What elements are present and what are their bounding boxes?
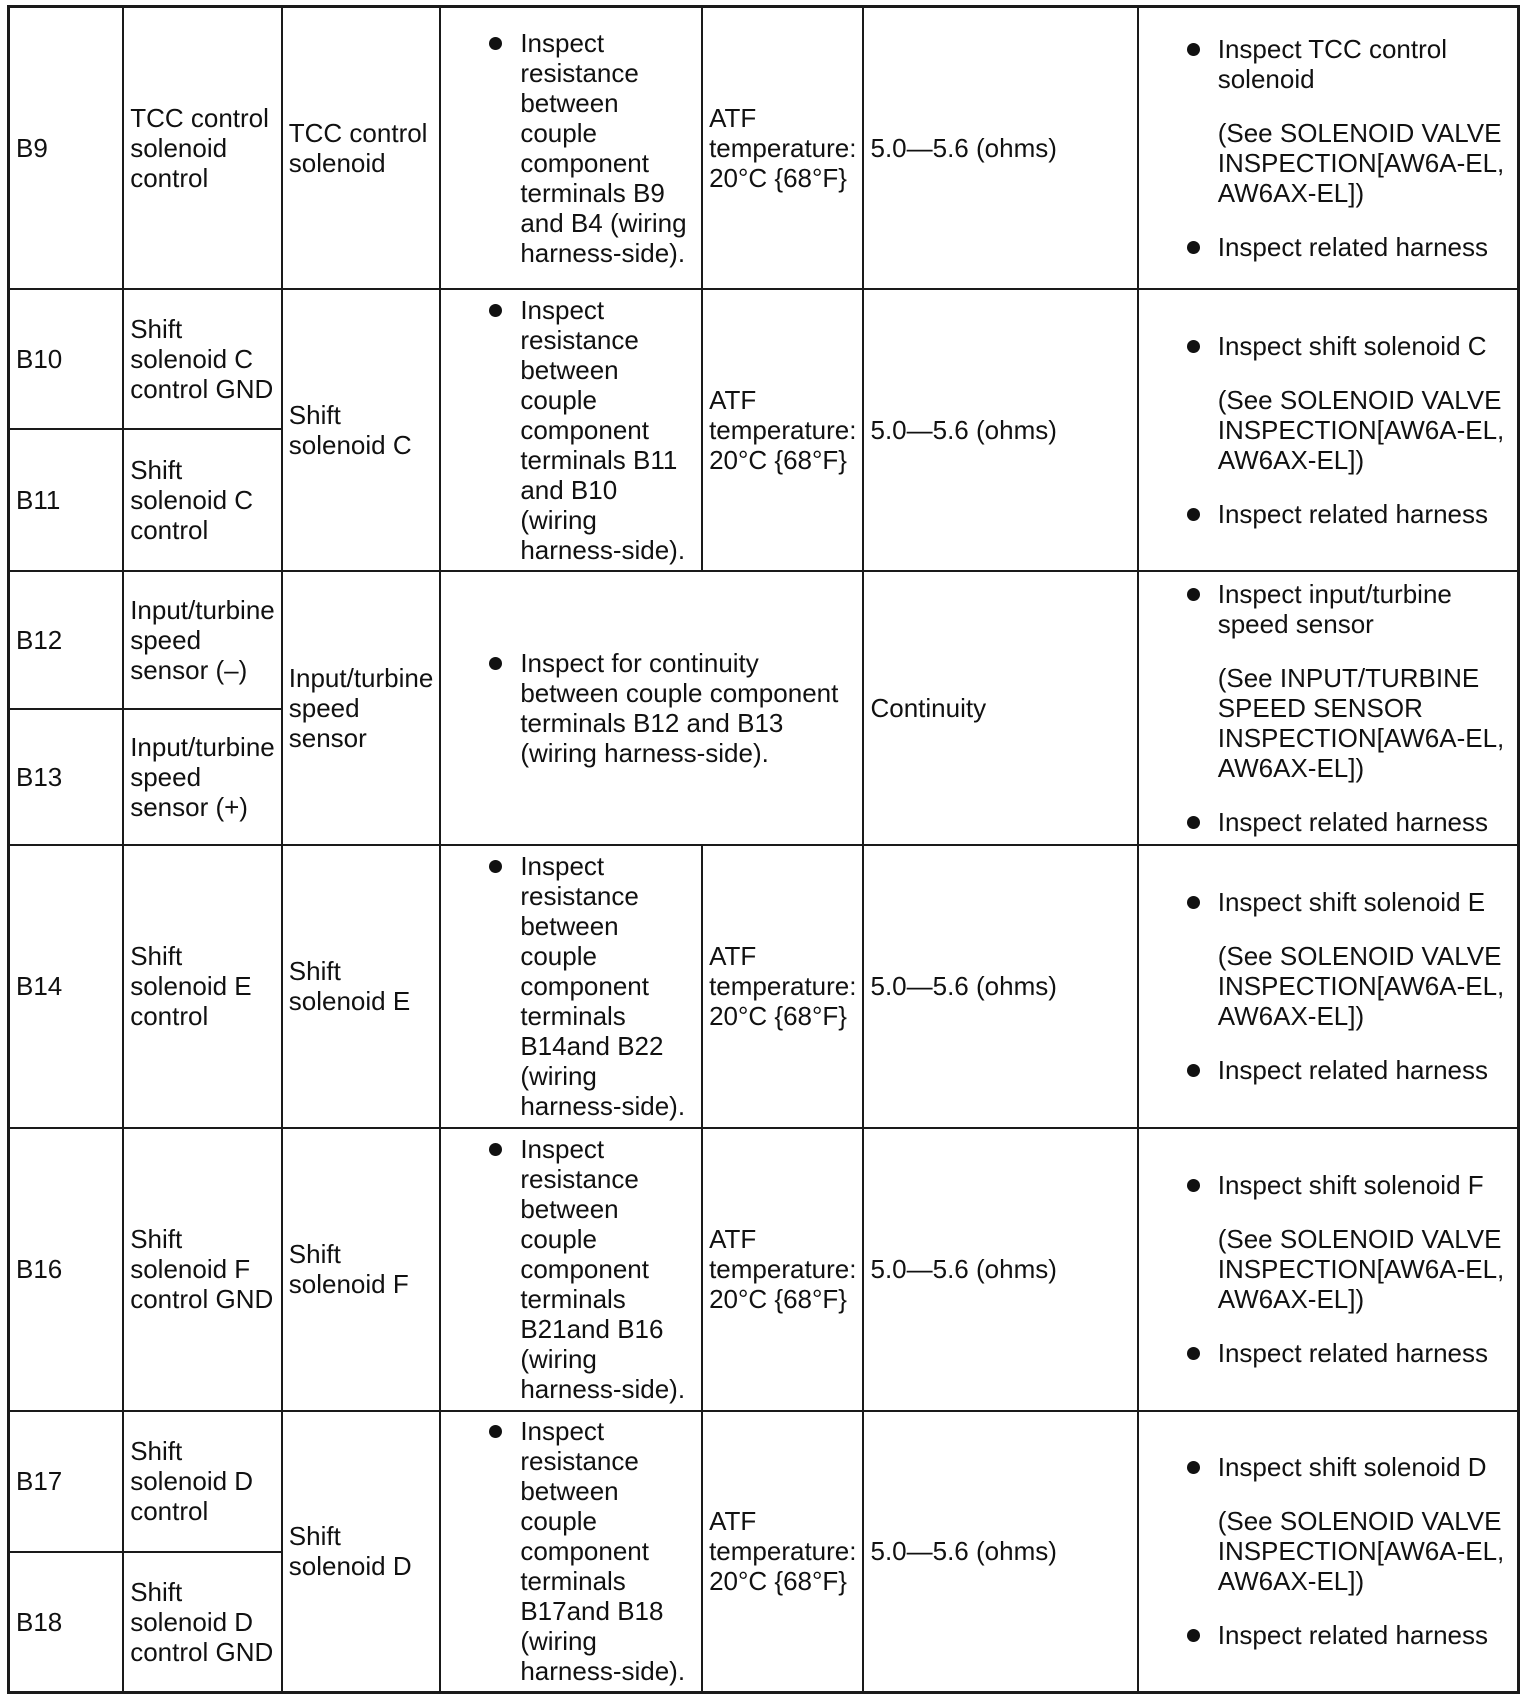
bullet-icon xyxy=(1187,1461,1200,1474)
component-cell: Shift solenoid F xyxy=(282,1128,441,1411)
bullet-icon xyxy=(489,1143,502,1156)
condition-cell: ATF temperature: 20°C {68°F} xyxy=(702,1411,863,1693)
terminal-inspection-table-sheet xyxy=(7,5,1520,1694)
action-cell xyxy=(1138,289,1519,571)
table-row xyxy=(9,7,1519,289)
action-text: Inspect TCC control solenoid xyxy=(1217,33,1447,94)
terminal-cell: B16 xyxy=(9,1128,124,1411)
condition-cell: ATF temperature: 20°C {68°F} xyxy=(702,1128,863,1411)
inspection-text: Inspect for continuity between couple component terminals B12 and B13 (wiring harness-side). xyxy=(520,647,839,768)
action-text: Inspect related harness xyxy=(1217,498,1488,529)
connected-to-cell: Shift solenoid D control GND xyxy=(123,1552,282,1693)
terminal-cell: B12 xyxy=(9,571,124,709)
specification-cell: 5.0—5.6 (ohms) xyxy=(863,1128,1137,1411)
terminal-cell: B13 xyxy=(9,709,124,845)
connected-to-cell: Shift solenoid C control GND xyxy=(123,289,282,429)
connected-to-cell: Shift solenoid E control xyxy=(123,845,282,1128)
inspection-cell xyxy=(440,571,863,845)
specification-cell: 5.0—5.6 (ohms) xyxy=(863,7,1137,289)
bullet-icon xyxy=(1187,896,1200,909)
bullet-icon xyxy=(1187,43,1200,56)
action-cell xyxy=(1138,1128,1519,1411)
bullet-icon xyxy=(489,860,502,873)
bullet-icon xyxy=(489,304,502,317)
see-reference: (See SOLENOID VALVE INSPECTION[AW6A-EL, AW6AX-EL]) xyxy=(1217,117,1505,208)
inspection-cell xyxy=(440,1411,702,1693)
table-row xyxy=(9,1411,1519,1552)
action-text: Inspect related harness xyxy=(1217,231,1488,262)
see-reference: (See SOLENOID VALVE INSPECTION[AW6A-EL, AW6AX-EL]) xyxy=(1217,384,1505,475)
action-text: Inspect related harness xyxy=(1217,1055,1488,1085)
specification-cell: 5.0—5.6 (ohms) xyxy=(863,289,1137,571)
condition-cell: ATF temperature: 20°C {68°F} xyxy=(702,845,863,1128)
terminal-cell: B14 xyxy=(9,845,124,1128)
see-reference: (See INPUT/TURBINE SPEED SENSOR INSPECTION[AW6A-EL, AW6AX-EL]) xyxy=(1217,662,1505,783)
action-text: Inspect related harness xyxy=(1217,806,1488,837)
inspection-text: Inspect resistance between couple component terminals B9 and B4 (wiring harness-side). xyxy=(520,27,687,268)
action-text: Inspect input/turbine speed sensor xyxy=(1217,578,1452,639)
inspection-text: Inspect resistance between couple component terminals B11 and B10 (wiring harness-side). xyxy=(520,294,686,565)
component-cell: Shift solenoid E xyxy=(282,845,441,1128)
terminal-cell: B10 xyxy=(9,289,124,429)
action-text: Inspect shift solenoid F xyxy=(1217,1170,1484,1200)
action-text: Inspect shift solenoid D xyxy=(1217,1452,1487,1483)
bullet-icon xyxy=(1187,1064,1200,1077)
specification-cell: 5.0—5.6 (ohms) xyxy=(863,845,1137,1128)
inspection-cell xyxy=(440,7,702,289)
connected-to-cell: Shift solenoid C control xyxy=(123,429,282,571)
connected-to-cell: Input/turbine speed sensor (–) xyxy=(123,571,282,709)
component-cell: Shift solenoid C xyxy=(282,289,441,571)
terminal-cell: B18 xyxy=(9,1552,124,1693)
connected-to-cell: Shift solenoid D control xyxy=(123,1411,282,1552)
specification-cell: Continuity xyxy=(863,571,1137,845)
bullet-icon xyxy=(1187,508,1200,521)
inspection-text: Inspect resistance between couple component terminals B14and B22 (wiring harness-side). xyxy=(520,851,686,1121)
bullet-icon xyxy=(1187,1347,1200,1360)
bullet-icon xyxy=(1187,816,1200,829)
terminal-cell: B9 xyxy=(9,7,124,289)
inspection-text: Inspect resistance between couple component terminals B17and B18 (wiring harness-side). xyxy=(520,1416,686,1687)
condition-cell: ATF temperature: 20°C {68°F} xyxy=(702,289,863,571)
component-cell: TCC control solenoid xyxy=(282,7,441,289)
bullet-icon xyxy=(1187,1179,1200,1192)
connected-to-cell: TCC control solenoid control xyxy=(123,7,282,289)
bullet-icon xyxy=(489,1425,502,1438)
action-text: Inspect related harness xyxy=(1217,1620,1488,1651)
bullet-icon xyxy=(1187,1629,1200,1642)
terminal-inspection-table xyxy=(7,5,1520,1694)
table-row xyxy=(9,571,1519,709)
terminal-cell: B17 xyxy=(9,1411,124,1552)
action-cell xyxy=(1138,1411,1519,1693)
bullet-icon xyxy=(1187,241,1200,254)
action-cell xyxy=(1138,7,1519,289)
action-cell xyxy=(1138,845,1519,1128)
terminal-cell: B11 xyxy=(9,429,124,571)
bullet-icon xyxy=(489,37,502,50)
condition-cell: ATF temperature: 20°C {68°F} xyxy=(702,7,863,289)
table-row xyxy=(9,1128,1519,1411)
action-text: Inspect shift solenoid E xyxy=(1217,887,1486,917)
inspection-cell xyxy=(440,1128,702,1411)
action-cell xyxy=(1138,571,1519,845)
table-row xyxy=(9,845,1519,1128)
connected-to-cell: Shift solenoid F control GND xyxy=(123,1128,282,1411)
component-cell: Shift solenoid D xyxy=(282,1411,441,1693)
action-text: Inspect related harness xyxy=(1217,1338,1488,1368)
bullet-icon xyxy=(1187,588,1200,601)
inspection-text: Inspect resistance between couple component terminals B21and B16 (wiring harness-side). xyxy=(520,1134,686,1404)
specification-cell: 5.0—5.6 (ohms) xyxy=(863,1411,1137,1693)
inspection-cell xyxy=(440,289,702,571)
inspection-cell xyxy=(440,845,702,1128)
component-cell: Input/turbine speed sensor xyxy=(282,571,441,845)
bullet-icon xyxy=(1187,340,1200,353)
see-reference: (See SOLENOID VALVE INSPECTION[AW6A-EL, AW6AX-EL]) xyxy=(1217,941,1505,1031)
bullet-icon xyxy=(489,657,502,670)
table-row xyxy=(9,289,1519,429)
see-reference: (See SOLENOID VALVE INSPECTION[AW6A-EL, AW6AX-EL]) xyxy=(1217,1506,1505,1597)
connected-to-cell: Input/turbine speed sensor (+) xyxy=(123,709,282,845)
see-reference: (See SOLENOID VALVE INSPECTION[AW6A-EL, AW6AX-EL]) xyxy=(1217,1224,1505,1314)
action-text: Inspect shift solenoid C xyxy=(1217,330,1487,361)
